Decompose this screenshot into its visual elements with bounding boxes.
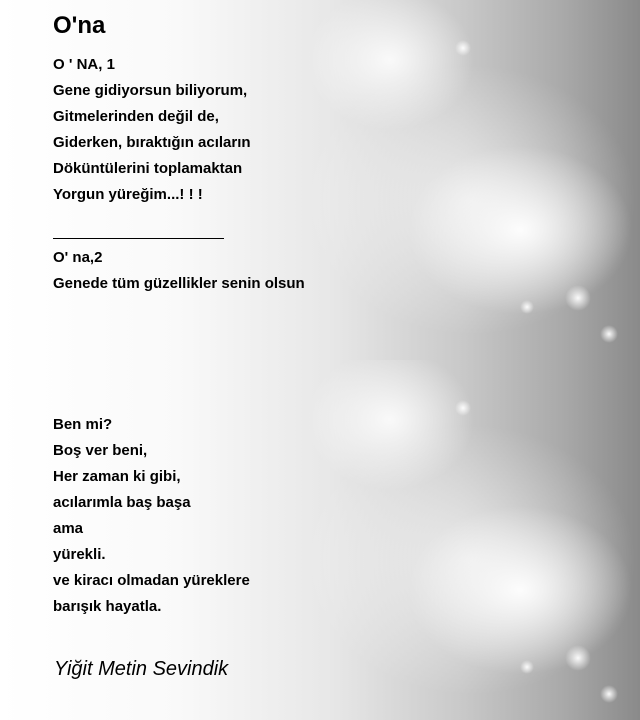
sparkle (455, 40, 471, 56)
poem-title: O'na (53, 12, 106, 39)
poem-line: O ' NA, 1 (53, 56, 115, 73)
divider-line (53, 238, 224, 239)
poem-line: ama (53, 520, 84, 537)
poem-line: Genede tüm güzellikler senin olsun (53, 275, 305, 292)
sparkle (565, 645, 591, 671)
poem-line: Döküntülerini toplamaktan (53, 160, 243, 177)
poem-line: Gitmelerinden değil de, (53, 108, 219, 125)
poem-line: Ben mi? (53, 416, 113, 433)
sparkle (565, 285, 591, 311)
poem-line: acılarımla baş başa (53, 494, 191, 511)
sparkle (520, 300, 534, 314)
poem-stanza-3 (53, 412, 250, 620)
poem-line: Giderken, bıraktığın acıların (53, 134, 251, 151)
poem-line: Yorgun yüreğim...! ! ! (53, 186, 203, 203)
sparkle (600, 685, 618, 703)
poem-line: Boş ver beni, (53, 442, 148, 459)
sparkle (520, 660, 534, 674)
sparkle (455, 400, 471, 416)
poem-stanza-1 (53, 52, 305, 297)
poem-line: Gene gidiyorsun biliyorum, (53, 82, 248, 99)
poem-line: O' na,2 (53, 249, 103, 266)
poem-author: Yiğit Metin Sevindik (54, 658, 229, 680)
poem-line: yürekli. (53, 546, 106, 563)
poem-line: Her zaman ki gibi, (53, 468, 181, 485)
poem-line: barışık hayatla. (53, 598, 162, 615)
poem-line: ve kiracı olmadan yüreklere (53, 572, 250, 589)
sparkle (600, 325, 618, 343)
poem-panel-bottom (0, 360, 640, 720)
